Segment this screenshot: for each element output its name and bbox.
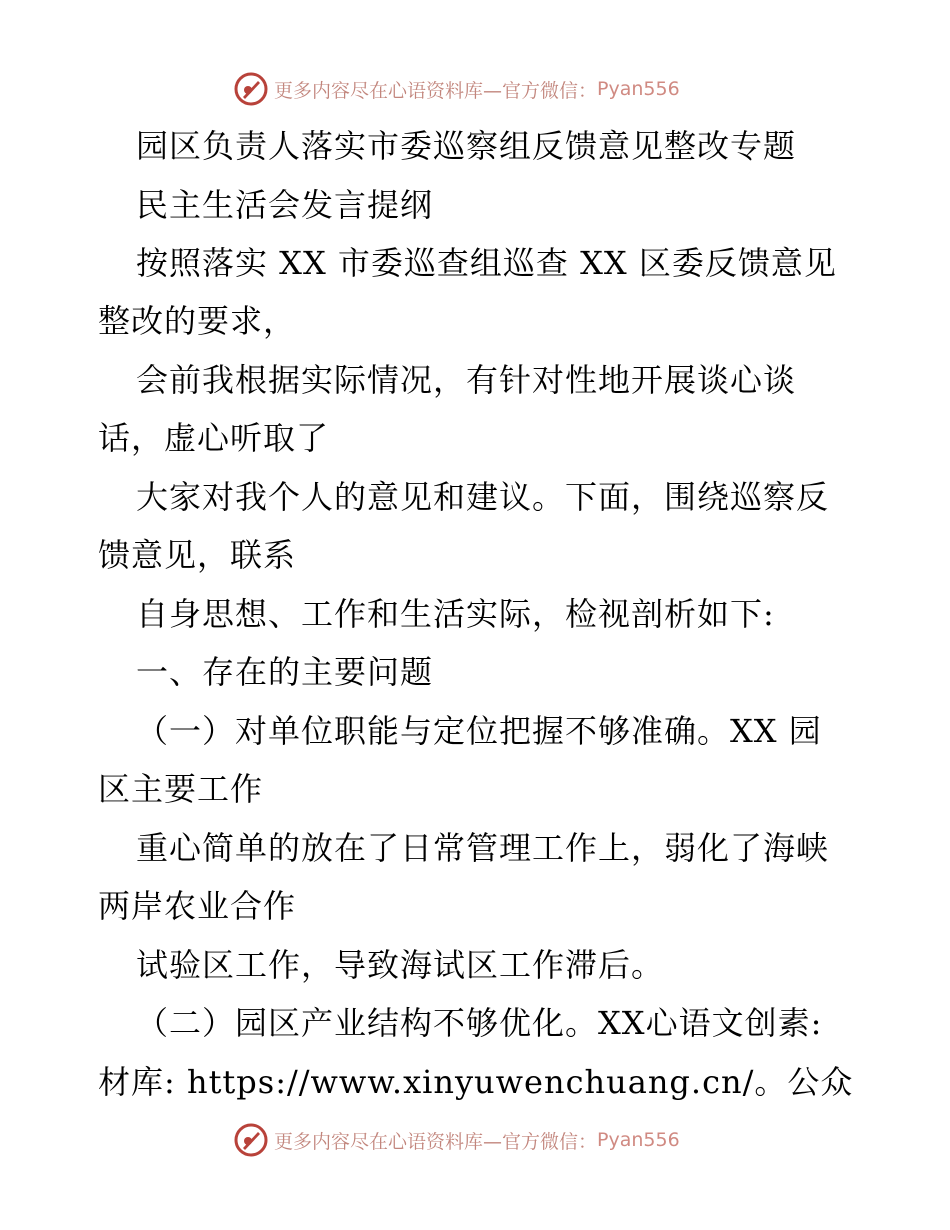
paragraph-line: 大家对我个人的意见和建议。下面，围绕巡察反 [136,478,830,516]
watermark-header [234,72,680,106]
paragraph-line: 两岸农业合作 [98,887,297,925]
section-heading: 一、存在的主要问题 [136,653,434,691]
paragraph-line: 自身思想、工作和生活实际，检视剖析如下: [136,595,775,633]
watermark-text: 更多内容尽在心语资料库—官方微信： [274,1130,598,1153]
watermark-handle: Pyan556 [597,78,680,100]
watermark-footer [234,1123,680,1157]
doc-title-line-1: 园区负责人落实市委巡察组反馈意见整改专题 [136,127,797,165]
paragraph-line: 馈意见，联系 [98,536,297,574]
paragraph-line: 试验区工作，导致海试区工作滞后。 [136,946,665,984]
quill-seal-icon [234,72,268,106]
watermark-text: 更多内容尽在心语资料库—官方微信： [274,79,598,102]
quill-seal-icon [234,1123,268,1157]
paragraph-line: 按照落实 XX 市委巡查组巡查 XX 区委反馈意见 [136,244,837,282]
watermark-handle: Pyan556 [597,1129,680,1151]
doc-title-line-2: 民主生活会发言提纲 [136,186,434,224]
paragraph-line: 重心简单的放在了日常管理工作上，弱化了海峡 [136,829,830,867]
subsection-heading: （一）对单位职能与定位把握不够准确。XX 园 [136,712,822,750]
paragraph-line: 整改的要求， [98,302,297,340]
paragraph-line: 话，虚心听取了 [98,419,330,457]
paragraph-line: 区主要工作 [98,770,264,808]
subsection-heading: （二）园区产业结构不够优化。XX心语文创素: [136,1004,823,1042]
paragraph-line: 会前我根据实际情况，有针对性地开展谈心谈 [136,361,797,399]
paragraph-line: 材库: https://www.xinyuwenchuang.cn/。公众 [98,1063,854,1101]
